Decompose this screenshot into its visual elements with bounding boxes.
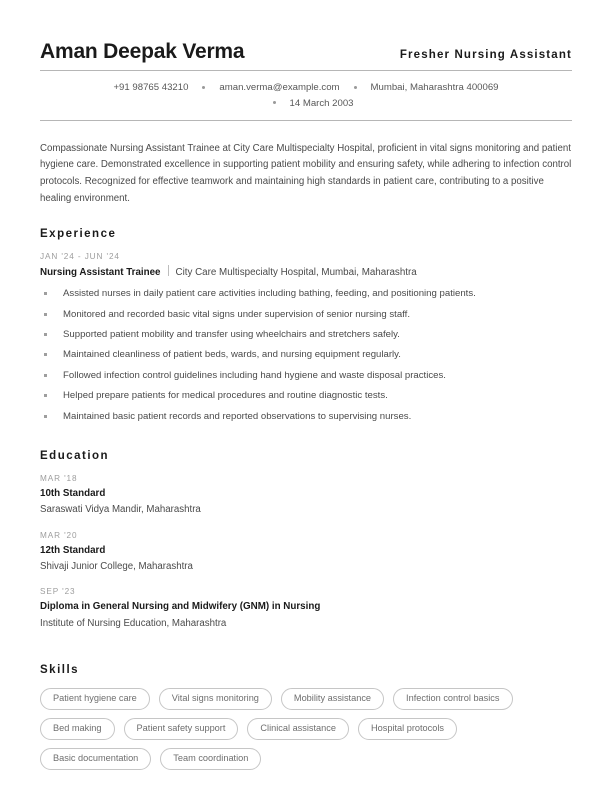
separator-dot-icon (354, 86, 357, 89)
experience-organization: City Care Multispecialty Hospital, Mumbai, Maharashtra (175, 266, 417, 278)
education-date: SEP '23 (40, 587, 76, 597)
resume-header (40, 40, 572, 70)
section-skills (40, 644, 572, 770)
skill-chip: Basic documentation (40, 748, 151, 770)
experience-entry (40, 252, 572, 424)
contact-line-secondary (40, 96, 572, 112)
education-school: Shivaji Junior College, Maharashtra (40, 560, 193, 572)
education-degree: Diploma in General Nursing and Midwifery (GNM) in Nursing (40, 601, 321, 613)
skill-chip: Patient safety support (124, 718, 239, 740)
list-item: Monitored and recorded basic vital signs under supervision of senior nursing staff. (40, 308, 572, 322)
experience-entry-header (40, 264, 572, 281)
contact-location: Mumbai, Maharashtra 400069 (370, 82, 499, 94)
section-education (40, 430, 572, 631)
separator-dot-icon (273, 101, 276, 104)
list-item: Helped prepare patients for medical procedures and routine diagnostic tests. (40, 389, 572, 403)
skill-chip: Hospital protocols (358, 718, 457, 740)
section-experience (40, 208, 572, 424)
list-item: Maintained cleanliness of patient beds, wards, and nursing equipment regularly. (40, 348, 572, 362)
skill-chip: Bed making (40, 718, 115, 740)
education-degree: 12th Standard (40, 544, 106, 556)
contact-phone[interactable]: +91 98765 43210 (113, 82, 189, 94)
experience-date-range: JAN '24 - JUN '24 (40, 251, 120, 261)
skills-chip-list (40, 688, 540, 770)
education-date: MAR '20 (40, 530, 78, 540)
education-entry (40, 531, 572, 575)
contact-line-primary (40, 80, 572, 96)
skill-chip: Mobility assistance (281, 688, 384, 710)
skill-chip: Team coordination (160, 748, 261, 770)
section-heading-experience: Experience (40, 227, 117, 240)
job-title-headline: Fresher Nursing Assistant (399, 49, 572, 61)
list-item: Maintained basic patient records and reported observations to supervising nurses. (40, 410, 572, 424)
skill-chip: Patient hygiene care (40, 688, 150, 710)
experience-role: Nursing Assistant Trainee (40, 266, 161, 278)
contact-birthdate: 14 March 2003 (289, 97, 354, 109)
list-item: Assisted nurses in daily patient care activities including bathing, feeding, and positioning patients. (40, 287, 572, 301)
skill-chip: Vital signs monitoring (159, 688, 272, 710)
pipe-separator-icon (168, 265, 169, 276)
experience-bullet-list (40, 287, 572, 423)
list-item: Followed infection control guidelines including hand hygiene and waste disposal practices. (40, 369, 572, 383)
education-entry (40, 587, 572, 631)
education-school: Institute of Nursing Education, Maharashtra (40, 617, 227, 629)
skill-chip: Clinical assistance (247, 718, 349, 740)
separator-dot-icon (202, 86, 205, 89)
section-heading-education: Education (40, 450, 110, 463)
contact-email[interactable]: aman.verma@example.com (219, 82, 340, 94)
page-title: Aman Deepak Verma (40, 40, 245, 63)
contact-block (40, 71, 572, 120)
education-school: Saraswati Vidya Mandir, Maharashtra (40, 504, 201, 516)
list-item: Supported patient mobility and transfer using wheelchairs and stretchers safely. (40, 328, 572, 342)
education-degree: 10th Standard (40, 488, 106, 500)
education-entry (40, 474, 572, 518)
skill-chip: Infection control basics (393, 688, 512, 710)
section-heading-skills: Skills (40, 664, 80, 677)
professional-summary: Compassionate Nursing Assistant Trainee at City Care Multispecialty Hospital, proficient in vital signs monitoring and patient hygiene care. Demonstrated excellence in supporting patient mobility and ensuring safety, while adhering to infection control protocols. Recognized for effective teamwork and maintaining high standards in patient care, contributing to a positive healing environment. (40, 142, 572, 204)
education-date: MAR '18 (40, 474, 78, 484)
